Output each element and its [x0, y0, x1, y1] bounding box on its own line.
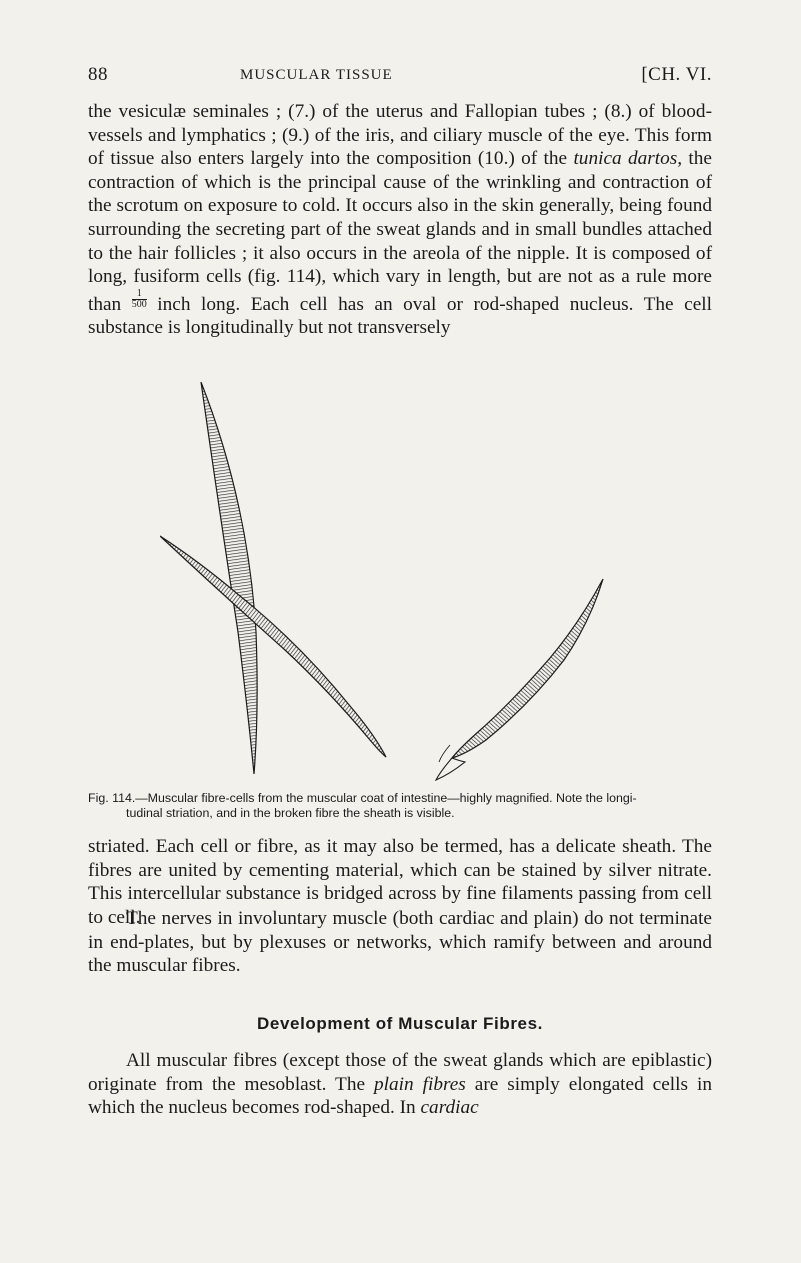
broken-fibre-cell: [452, 579, 603, 758]
page-number: 88: [88, 64, 108, 85]
diagonal-fibre-cell: [160, 536, 386, 757]
para3-text: The nerves in involuntary muscle (both cardiac and plain) do not terminate in end-plates, but by plexuses or networks, which ramify between and around the muscular fibres.: [88, 908, 712, 977]
figure-caption: [88, 791, 712, 821]
para1-text-b: the contraction of which is the principal cause of the wrinkling and contraction of the scrotum on exposure to cold. It occurs also in the skin generally, being found surrounding the secreting part of the sweat glands and in small bundles attached to the hair follicles ; it also occurs in the areola of the nipple. It is composed of long, fusiform cells (fig. 114), which vary in length, but are not as a rule more than: [88, 148, 712, 315]
broken-sheath: [436, 758, 465, 780]
fibre-cells-illustration: [160, 382, 720, 784]
paragraph-3: [88, 907, 712, 978]
para4-text-a: All muscular fibres (except those of the sweat glands which are epiblastic) originate from the mesoblast. The: [88, 1050, 712, 1095]
para4-italic-term-2: cardiac: [420, 1097, 479, 1119]
paragraph-4: [88, 1049, 712, 1120]
fraction: [132, 289, 147, 310]
para4-text-b: are simply elongated cells in which the nucleus becomes rod-shaped. In: [88, 1073, 712, 1119]
fraction-numerator: 1: [132, 289, 147, 300]
running-title: MUSCULAR TISSUE: [240, 67, 393, 83]
section-heading: Development of Muscular Fibres.: [257, 1014, 543, 1033]
sheath-outline: [439, 745, 450, 762]
caption-line-1: Fig. 114.—Muscular fibre-cells from the muscular coat of intestine—highly magnified. Note the longi-: [88, 791, 637, 805]
page-header: [88, 64, 712, 94]
para4-italic-term-1: plain fibres: [374, 1073, 466, 1095]
para1-italic-term: tunica dartos,: [573, 148, 683, 170]
para1-text-c: inch long. Each cell has an oval or rod-shaped nucleus. The cell substance is longitudinally but not transversely: [88, 293, 712, 339]
para1-text-a: the vesiculæ seminales ; (7.) of the uterus and Fallopian tubes ; (8.) of blood-vessels and lymphatics ; (9.) of the iris, and ciliary muscle of the eye. This form of tissue also enters largely into the composition (10.) of the: [88, 101, 712, 170]
caption-line-2: tudinal striation, and in the broken fibre the sheath is visible.: [126, 806, 455, 820]
fraction-denominator: 500: [131, 298, 147, 310]
para2-text: striated. Each cell or fibre, as it may also be termed, has a delicate sheath. The fibres are united by cementing material, which can be stained by silver nitrate. This intercellular substance is bridged across by fine filaments passing from cell to cell.: [88, 836, 712, 928]
chapter-label: [CH. VI.: [641, 64, 712, 85]
paragraph-1: [88, 100, 712, 340]
